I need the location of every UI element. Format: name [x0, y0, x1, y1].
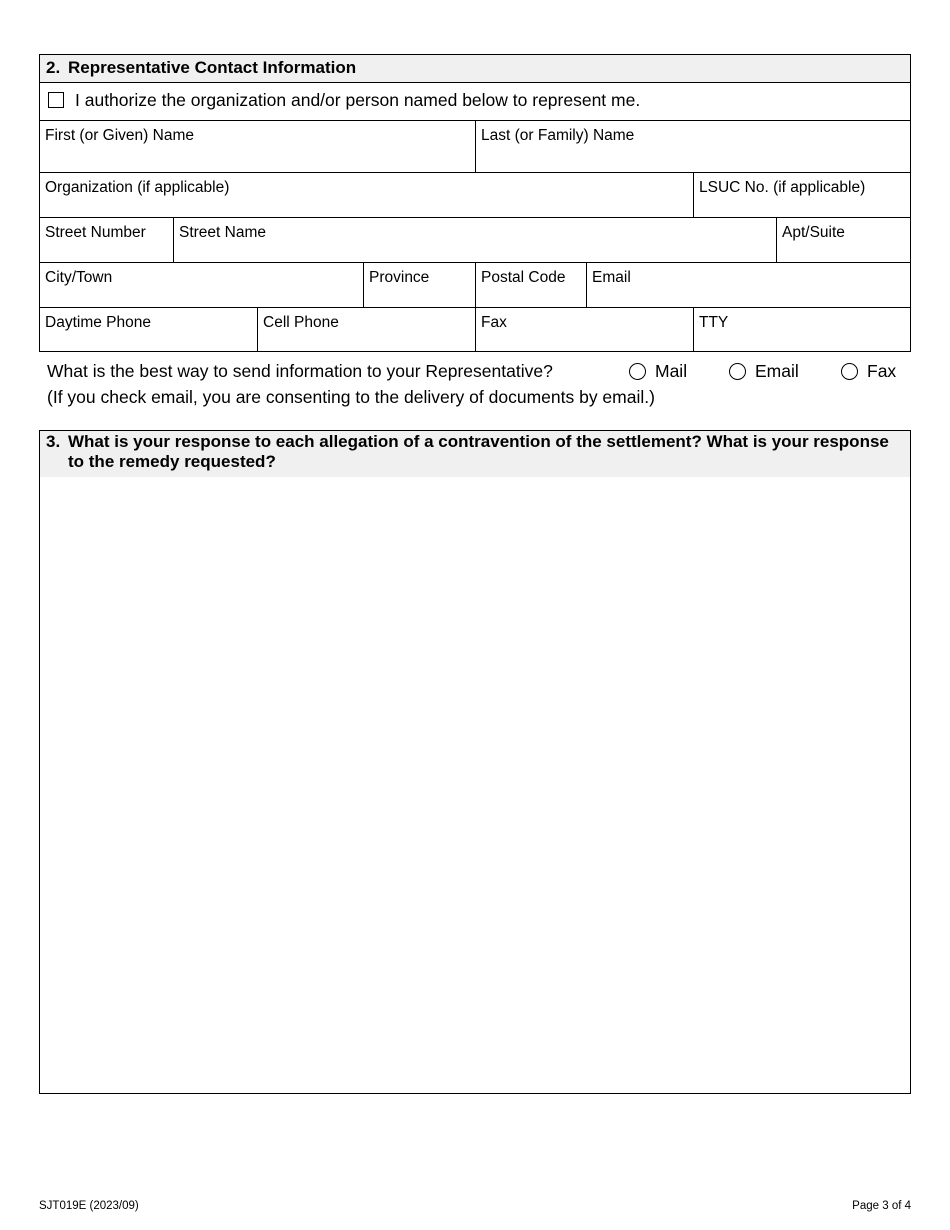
street-name-field[interactable]	[173, 217, 777, 263]
authorize-label: I authorize the organization and/or person named below to represent me.	[75, 90, 641, 110]
street-number-field[interactable]	[40, 217, 174, 263]
form-code: SJT019E (2023/09)	[39, 1200, 139, 1212]
page-number: Page 3 of 4	[852, 1200, 911, 1212]
apt-suite-label: Apt/Suite	[782, 224, 845, 241]
radio-fax[interactable]	[841, 358, 896, 384]
section-title: What is your response to each allegation of a contravention of the settlement? What is your response to the remedy requested?	[68, 432, 889, 471]
email-field[interactable]	[586, 262, 910, 308]
organization-field[interactable]	[40, 172, 694, 218]
radio-fax-button[interactable]	[841, 363, 858, 380]
section-2-header	[39, 54, 911, 83]
email-label: Email	[592, 269, 631, 286]
tty-label: TTY	[699, 314, 729, 331]
response-textarea[interactable]	[39, 477, 911, 1094]
lsuc-label: LSUC No. (if applicable)	[699, 179, 866, 196]
city-label: City/Town	[45, 269, 113, 286]
postal-code-field[interactable]	[475, 262, 587, 308]
last-name-label: Last (or Family) Name	[481, 127, 635, 144]
radio-mail-button[interactable]	[629, 363, 646, 380]
province-label: Province	[369, 269, 430, 286]
apt-suite-field[interactable]	[776, 217, 910, 263]
radio-email-button[interactable]	[729, 363, 746, 380]
contact-note-text: (If you check email, you are consenting to the delivery of documents by email.)	[47, 387, 655, 407]
section-title: Representative Contact Information	[68, 58, 357, 77]
contact-question-text: What is the best way to send information to your Representative?	[47, 361, 553, 381]
street-number-label: Street Number	[45, 224, 146, 241]
authorize-checkbox[interactable]	[48, 92, 64, 108]
section-number: 3.	[46, 432, 61, 451]
last-name-field[interactable]	[475, 120, 910, 173]
cell-phone-label: Cell Phone	[263, 314, 339, 331]
fax-label: Fax	[481, 314, 507, 331]
fax-field[interactable]	[475, 307, 694, 352]
tty-field[interactable]	[693, 307, 910, 352]
daytime-phone-label: Daytime Phone	[45, 314, 151, 331]
province-field[interactable]	[363, 262, 476, 308]
city-field[interactable]	[40, 262, 364, 308]
first-name-field[interactable]	[40, 120, 476, 173]
radio-fax-label: Fax	[867, 361, 897, 381]
postal-code-label: Postal Code	[481, 269, 566, 286]
daytime-phone-field[interactable]	[40, 307, 258, 352]
radio-mail-label: Mail	[655, 361, 688, 381]
lsuc-field[interactable]	[693, 172, 910, 218]
grid-right-border	[910, 120, 911, 352]
street-name-label: Street Name	[179, 224, 267, 241]
authorize-row[interactable]	[39, 82, 911, 121]
cell-phone-field[interactable]	[257, 307, 476, 352]
section-3-header	[39, 430, 911, 478]
radio-mail[interactable]	[629, 358, 687, 384]
radio-email-label: Email	[755, 361, 799, 381]
section-number: 2.	[46, 58, 61, 77]
first-name-label: First (or Given) Name	[45, 127, 194, 144]
radio-email[interactable]	[729, 358, 799, 384]
organization-label: Organization (if applicable)	[45, 179, 230, 196]
